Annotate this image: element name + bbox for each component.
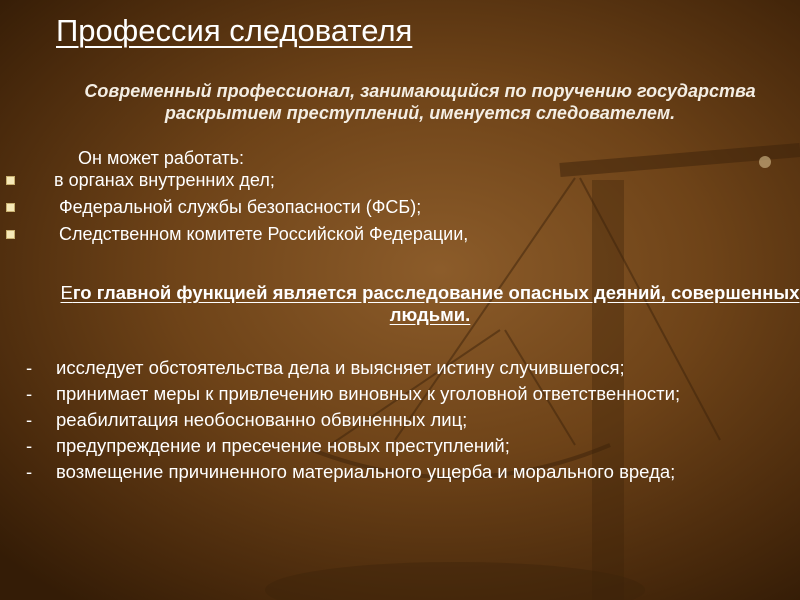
list-item xyxy=(0,461,800,483)
square-bullet-icon xyxy=(6,230,15,239)
list-item xyxy=(0,409,800,431)
list-item-text: Федеральной службы безопасности (ФСБ); xyxy=(59,197,422,217)
list-item-text: реабилитация необоснованно обвиненных лиц; xyxy=(56,409,468,430)
square-bullet-icon xyxy=(6,203,15,212)
list-item xyxy=(0,435,800,457)
main-function-text: го главной функцией является расследование опасных деяний, совершенных людьми. xyxy=(72,282,800,325)
list-item xyxy=(0,357,800,379)
list-item-text: принимает меры к привлечению виновных к уголовной ответственности; xyxy=(56,383,681,404)
can-work-label: Он может работать: xyxy=(78,148,245,168)
dash-marker: - xyxy=(26,357,33,378)
list-item xyxy=(0,224,468,251)
list-item xyxy=(0,197,468,224)
main-function-statement xyxy=(60,282,800,326)
square-bullet-icon xyxy=(6,176,15,185)
dash-marker: - xyxy=(26,383,33,404)
list-item xyxy=(0,170,468,197)
list-item-text: возмещение причиненного материального ущерба и морального вреда; xyxy=(56,461,676,482)
list-item-text: в органах внутренних дел; xyxy=(54,170,275,190)
intro-definition: Современный профессионал, занимающийся по поручению государства раскрытием преступлений, именуется следователем. xyxy=(84,81,756,123)
slide-title: Профессия следователя xyxy=(56,13,413,48)
list-item-text: Следственном комитете Российской Федерации, xyxy=(59,224,469,244)
list-item-text: предупреждение и пресечение новых преступлений; xyxy=(56,435,510,456)
list-item xyxy=(0,383,800,405)
main-function-first-letter: Е xyxy=(60,282,73,303)
workplace-list xyxy=(0,170,468,251)
dash-marker: - xyxy=(26,461,33,482)
dash-marker: - xyxy=(26,435,33,456)
dash-marker: - xyxy=(26,409,33,430)
list-item-text: исследует обстоятельства дела и выясняет истину случившегося; xyxy=(56,357,625,378)
duties-list xyxy=(0,357,800,487)
